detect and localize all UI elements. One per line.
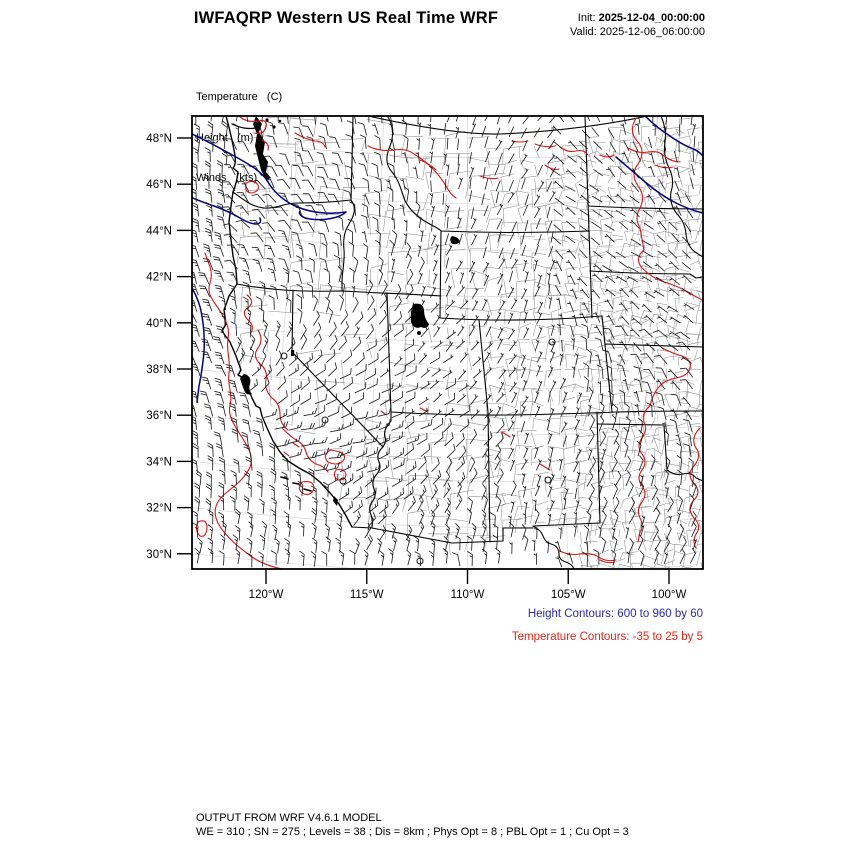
model-info-line2: WE = 310 ; SN = 275 ; Levels = 38 ; Dis = 8km ; Phys Opt = 8 ; PBL Opt = 1 ; Cu Opt = 3 <box>196 825 629 838</box>
legend-height: Height (m) <box>196 131 254 144</box>
yellowstone-lake <box>450 236 460 244</box>
longitude-label: 110°W <box>450 589 485 601</box>
latitude-label: 30°N <box>146 548 172 561</box>
init-time: Init: 2025-12-04_00:00:00 <box>577 12 705 24</box>
mt-wy-border <box>441 231 589 233</box>
county-lines <box>237 113 715 582</box>
ut-co-border <box>479 320 488 412</box>
latitude-label: 40°N <box>146 317 172 330</box>
calm-wind-circles <box>281 339 555 564</box>
rio-grande-river <box>533 526 574 569</box>
legend-temperature: Temperature (C) <box>196 91 283 103</box>
longitude-label: 120°W <box>248 589 284 601</box>
ca-nv-border <box>292 290 383 447</box>
san-juan-island <box>279 120 282 123</box>
page-title: IWFAQRP Western US Real Time WRF <box>193 9 499 27</box>
latitude-label: 38°N <box>146 364 172 376</box>
san-francisco-bay <box>240 374 252 395</box>
utah-lake <box>417 331 421 335</box>
id-mt-border <box>387 117 441 231</box>
valid-time: Valid: 2025-12-06_06:00:00 <box>570 26 705 38</box>
great-salt-lake <box>411 304 429 328</box>
model-info <box>196 812 629 839</box>
latitude-label: 42°N <box>146 271 172 284</box>
latitude-label: 36°N <box>146 410 172 423</box>
latitude-label: 44°N <box>146 225 172 238</box>
longitude-label: 100°W <box>651 589 687 601</box>
longitude-label: 105°W <box>550 589 586 601</box>
lake-tahoe <box>291 350 294 356</box>
latitude-label: 48°N <box>146 133 172 145</box>
legend-winds: Winds (kts) <box>196 172 258 184</box>
latitude-axis <box>146 133 192 561</box>
longitude-label: 115°W <box>349 589 384 601</box>
longitude-axis <box>249 569 687 601</box>
model-info-line1: OUTPUT FROM WRF V4.6.1 MODEL <box>196 812 382 824</box>
wy-west-border <box>440 231 441 318</box>
temperature-contours-caption: Temperature Contours: -35 to 25 by 5 <box>511 631 703 643</box>
az-nm-border <box>488 412 490 542</box>
salton-sea <box>333 496 338 506</box>
latitude-label: 32°N <box>146 502 172 515</box>
canada-border <box>368 116 648 134</box>
latitude-label: 34°N <box>146 456 172 469</box>
height-contours-caption: Height Contours: 600 to 960 by 60 <box>527 608 703 620</box>
latitude-label: 46°N <box>146 179 172 192</box>
